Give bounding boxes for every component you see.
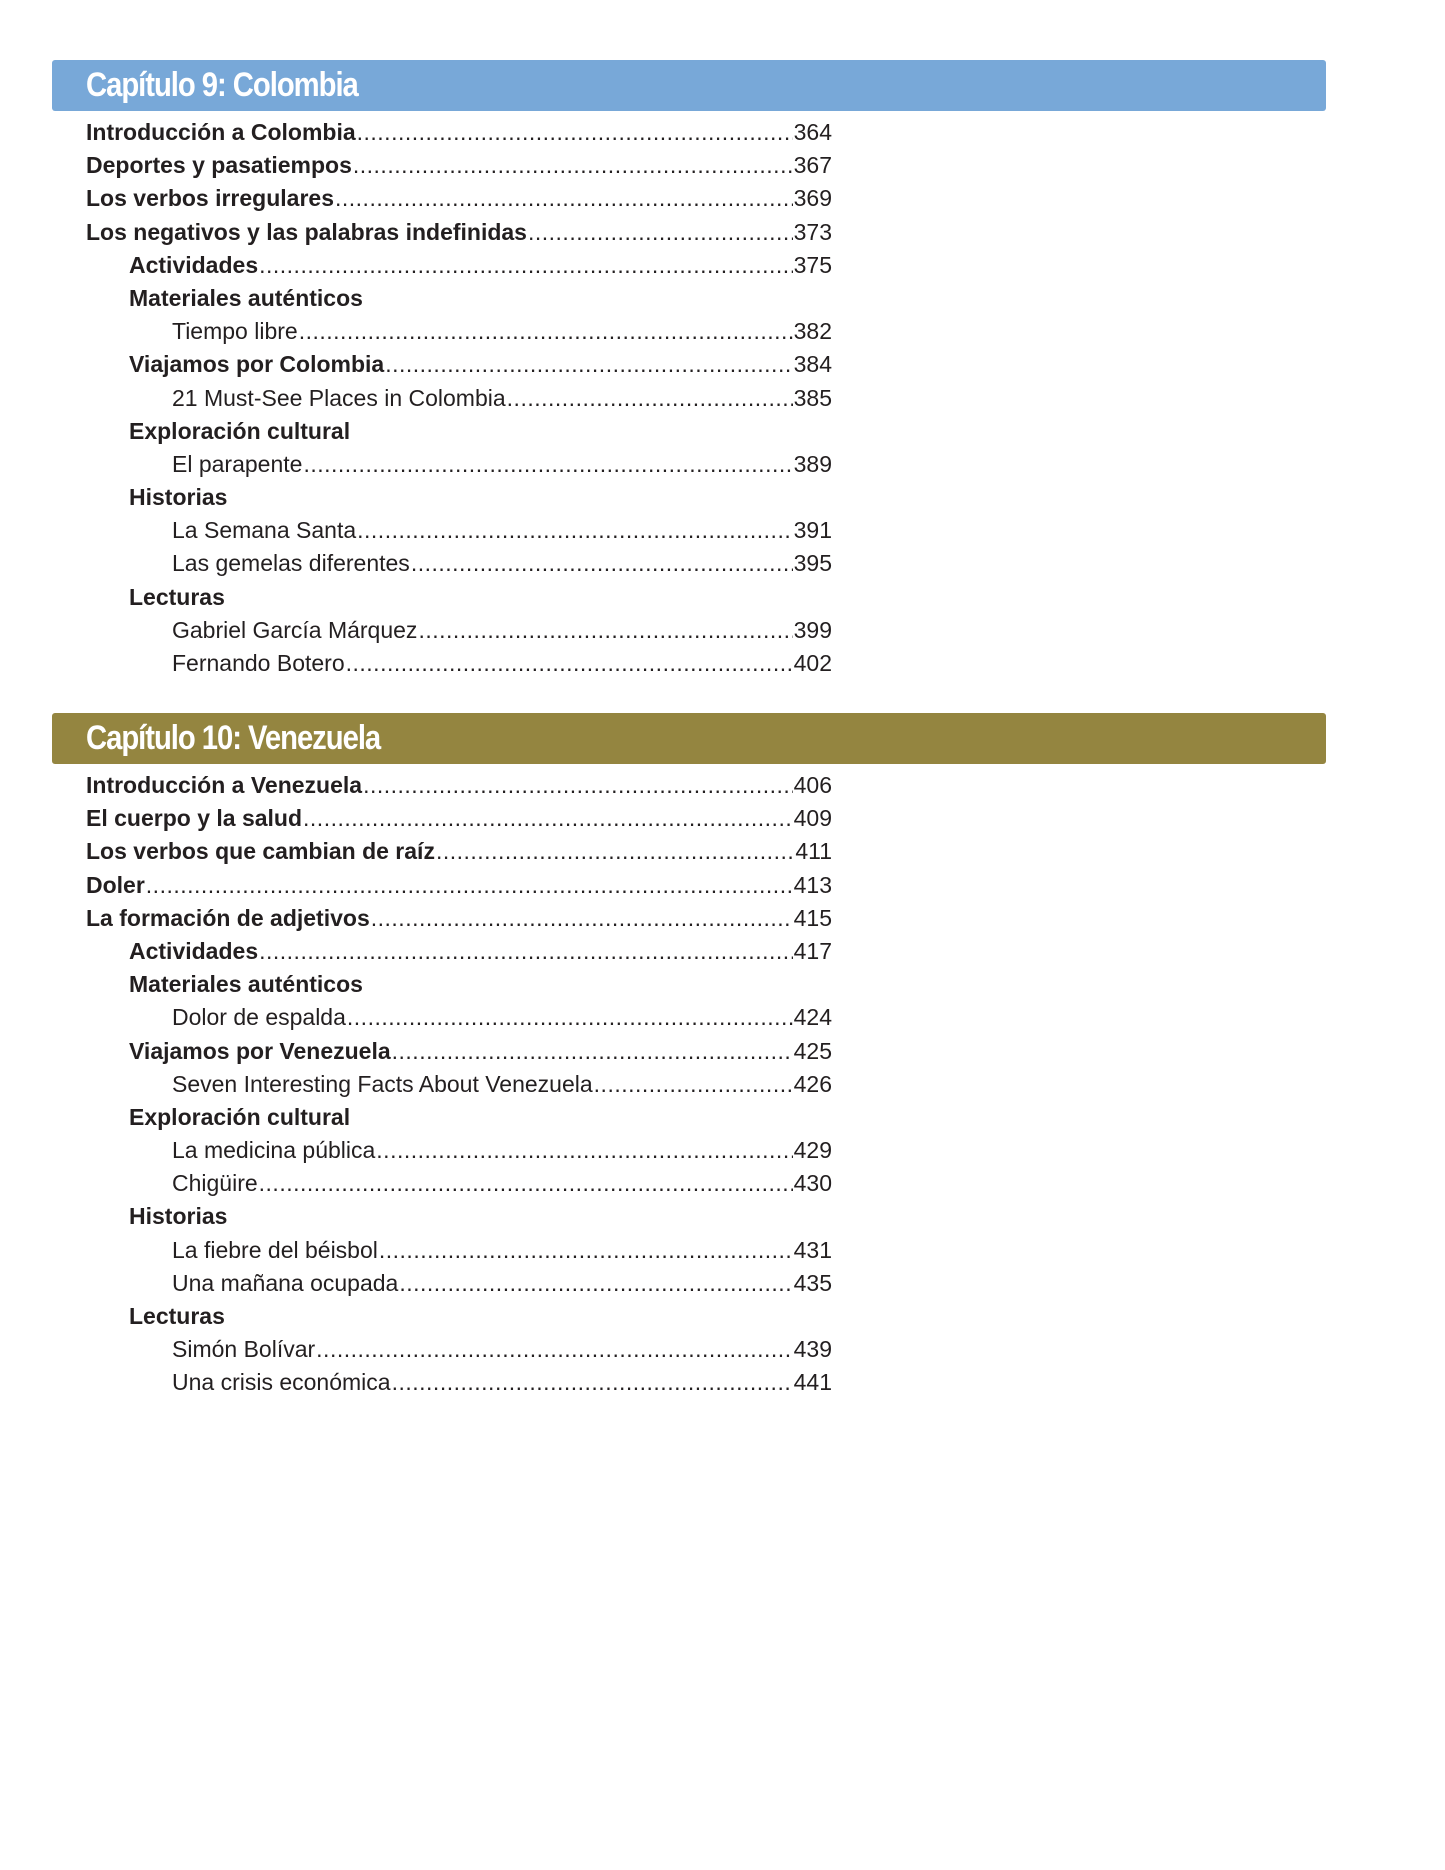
toc-entry-label: Deportes y pasatiempos [86, 152, 352, 179]
chapter-10-section [0, 713, 1445, 1403]
toc-entry [0, 1303, 832, 1336]
dot-leader [392, 1369, 793, 1396]
toc-entry [0, 1369, 832, 1402]
dot-leader [363, 772, 793, 799]
toc-entry-page-number: 367 [793, 152, 832, 179]
toc-entry-label: Actividades [129, 251, 259, 278]
toc-entry-label: Historias [129, 484, 228, 511]
dot-leader [347, 1004, 793, 1031]
dot-leader [259, 938, 793, 965]
toc-entry [0, 351, 832, 384]
toc-entry [0, 1237, 832, 1270]
toc-entry-page-number: 424 [793, 1004, 832, 1031]
dot-leader [399, 1270, 792, 1297]
toc-entry [0, 219, 832, 252]
toc-entry [0, 152, 832, 185]
chapter-9-header-bar [52, 60, 1326, 111]
toc-entry [0, 385, 832, 418]
toc-entry-page-number: 441 [793, 1369, 832, 1396]
toc-entry [0, 971, 832, 1004]
toc-entry [0, 119, 832, 152]
dot-leader [357, 517, 792, 544]
dot-leader [392, 1038, 793, 1065]
toc-entry-page-number: 402 [793, 650, 832, 676]
toc-entry-label: Doler [86, 871, 145, 898]
toc-entry-label: Lecturas [129, 1303, 225, 1329]
toc-entry-label: Los verbos irregulares [86, 185, 334, 212]
toc-entry-label: Las gemelas diferentes [172, 550, 410, 577]
toc-entry [0, 550, 832, 583]
toc-entry-label: Exploración cultural [129, 1103, 351, 1130]
toc-entry [0, 838, 832, 871]
toc-entry-page-number: 399 [793, 616, 832, 643]
toc-entry [0, 1270, 832, 1303]
toc-entry-page-number: 430 [793, 1170, 832, 1197]
toc-entry-label: Gabriel García Márquez [172, 616, 418, 643]
dot-leader [507, 385, 793, 412]
toc-entry-page-number: 382 [793, 318, 832, 345]
dot-leader [528, 219, 793, 246]
toc-entry [0, 650, 832, 683]
toc-entry [0, 1104, 832, 1137]
toc-entry-label: Simón Bolívar [172, 1336, 316, 1363]
toc-entry-label: Los verbos que cambian de raíz [86, 838, 435, 865]
toc-entry [0, 805, 832, 838]
toc-entry [0, 484, 832, 517]
toc-entry-label: La formación de adjetivos [86, 904, 370, 931]
toc-entry [0, 318, 832, 351]
dot-leader [371, 905, 793, 932]
dot-leader [346, 650, 793, 677]
toc-entry-page-number: 439 [793, 1336, 832, 1363]
toc-entry-page-number: 411 [795, 838, 832, 865]
dot-leader [411, 550, 793, 577]
toc-entry-page-number: 391 [793, 517, 832, 544]
toc-entry [0, 617, 832, 650]
toc-entry [0, 772, 832, 805]
toc-entry-page-number: 417 [793, 937, 832, 964]
toc-entry-label: Tiempo libre [172, 318, 298, 345]
dot-leader [357, 119, 793, 146]
chapter-9-section [0, 60, 1445, 683]
toc-entry-page-number: 385 [793, 384, 832, 411]
dot-leader [259, 1170, 793, 1197]
toc-entry-page-number: 413 [793, 871, 832, 898]
toc-entry-page-number: 425 [793, 1037, 832, 1064]
dot-leader [335, 185, 793, 212]
toc-entry [0, 1170, 832, 1203]
toc-entry-page-number: 364 [793, 119, 832, 145]
toc-entry-label: El parapente [172, 450, 303, 477]
toc-entry-label: Historias [129, 1203, 228, 1230]
chapter-9-title: Capítulo 9: Colombia [86, 66, 358, 104]
toc-entry-label: La fiebre del béisbol [172, 1236, 378, 1263]
toc-entry [0, 872, 832, 905]
dot-leader [594, 1071, 793, 1098]
toc-entry [0, 1203, 832, 1236]
toc-entry [0, 418, 832, 451]
toc-entry-page-number: 395 [793, 550, 832, 577]
toc-entry-page-number: 426 [793, 1070, 832, 1097]
toc-entry-label: Chigüire [172, 1170, 258, 1197]
dot-leader [146, 872, 793, 899]
toc-entry-page-number: 369 [793, 185, 832, 212]
toc-entry-label: 21 Must-See Places in Colombia [172, 384, 506, 411]
toc-entry-page-number: 406 [793, 772, 832, 798]
toc-entry [0, 285, 832, 318]
chapter-10-title: Capítulo 10: Venezuela [86, 719, 381, 757]
dot-leader [436, 838, 794, 865]
dot-leader [376, 1137, 792, 1164]
dot-leader [353, 152, 793, 179]
dot-leader [385, 351, 792, 378]
toc-entry-label: La Semana Santa [172, 517, 357, 544]
toc-entry-page-number: 409 [793, 805, 832, 832]
toc-entry-page-number: 429 [793, 1137, 832, 1164]
toc-entry-page-number: 435 [793, 1269, 832, 1296]
toc-entry-label: Viajamos por Colombia [129, 351, 385, 378]
toc-entry [0, 451, 832, 484]
dot-leader [303, 805, 793, 832]
toc-entry-label: Viajamos por Venezuela [129, 1037, 391, 1064]
chapter-10-header-bar [52, 713, 1326, 764]
dot-leader [303, 451, 792, 478]
toc-entry-page-number: 389 [793, 450, 832, 477]
toc-entry-label: Introducción a Venezuela [86, 772, 363, 798]
dot-leader [379, 1237, 793, 1264]
toc-entry [0, 1071, 832, 1104]
toc-entry-label: Dolor de espalda [172, 1004, 346, 1031]
toc-entry-label: El cuerpo y la salud [86, 805, 303, 832]
toc-entry-label: Una crisis económica [172, 1369, 391, 1396]
toc-entry [0, 938, 832, 971]
dot-leader [299, 318, 793, 345]
toc-entry-page-number: 384 [793, 351, 832, 378]
chapter-10-entries [0, 772, 1445, 1403]
toc-entry [0, 252, 832, 285]
toc-entry [0, 185, 832, 218]
toc-entry-label: Exploración cultural [129, 417, 351, 444]
toc-entry [0, 1137, 832, 1170]
toc-entry-label: Materiales auténticos [129, 971, 363, 998]
toc-entry-label: Introducción a Colombia [86, 119, 356, 145]
dot-leader [316, 1336, 792, 1363]
toc-entry-label: Una mañana ocupada [172, 1269, 399, 1296]
dot-leader [418, 617, 792, 644]
toc-entry [0, 905, 832, 938]
toc-entry-page-number: 373 [793, 218, 832, 245]
toc-entry-label: Actividades [129, 937, 259, 964]
toc-entry [0, 1336, 832, 1369]
dot-leader [259, 252, 793, 279]
toc-entry-label: Materiales auténticos [129, 284, 363, 311]
toc-entry-label: Los negativos y las palabras indefinidas [86, 218, 527, 245]
toc-entry [0, 1004, 832, 1037]
toc-entry-page-number: 375 [793, 251, 832, 278]
toc-entry [0, 1038, 832, 1071]
toc-entry-label: Seven Interesting Facts About Venezuela [172, 1070, 593, 1097]
toc-entry-label: Lecturas [129, 583, 225, 610]
toc-entry-page-number: 431 [793, 1236, 832, 1263]
toc-entry-page-number: 415 [793, 904, 832, 931]
toc-entry-label: La medicina pública [172, 1137, 376, 1164]
toc-entry-label: Fernando Botero [172, 650, 345, 676]
toc-entry [0, 517, 832, 550]
chapter-9-entries [0, 119, 1445, 683]
toc-entry [0, 584, 832, 617]
